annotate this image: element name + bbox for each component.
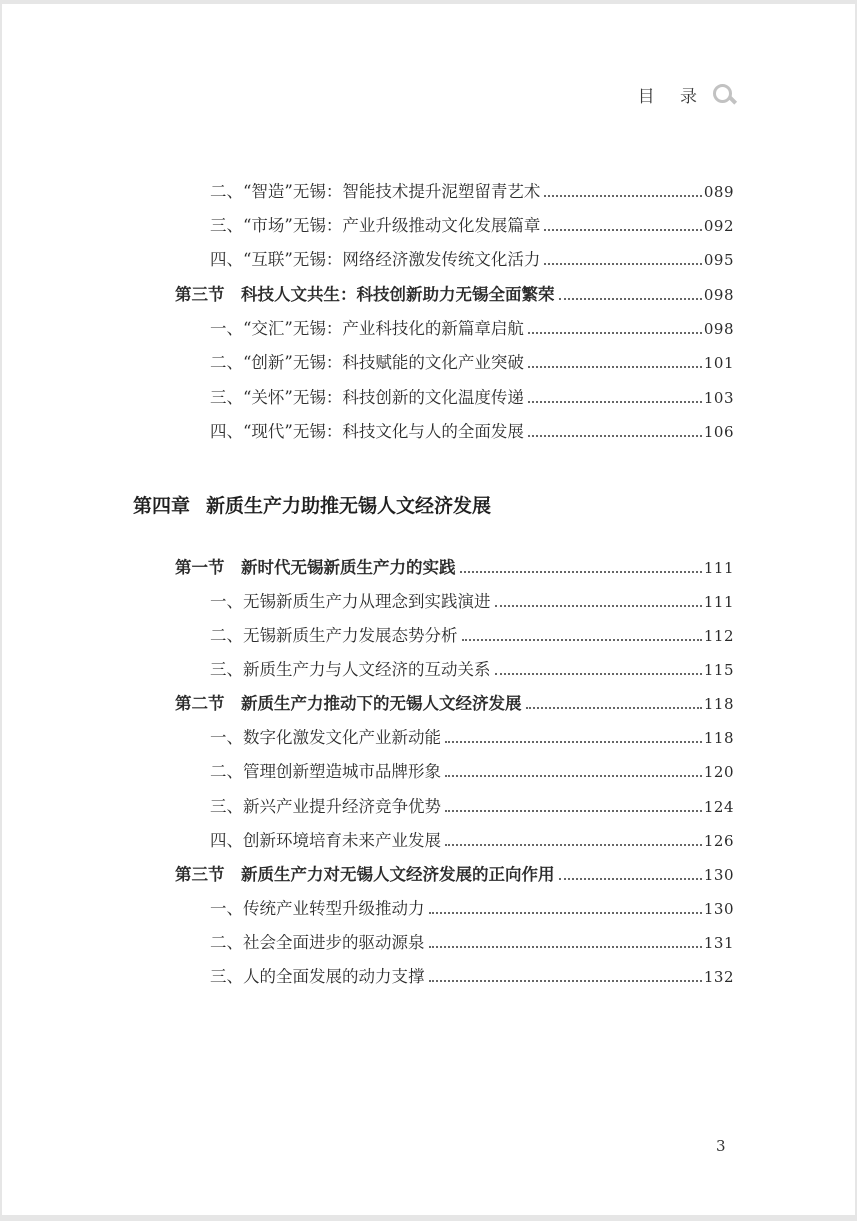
dot-leader xyxy=(462,639,702,641)
dot-leader xyxy=(429,980,702,982)
dot-leader xyxy=(460,571,702,573)
toc-entry-title: 二、社会全面进步的驱动源泉 xyxy=(210,933,425,952)
toc-entry-title: 三、“市场”无锡：产业升级推动文化发展篇章 xyxy=(210,216,541,235)
toc-entry-page: 132 xyxy=(703,968,734,986)
toc-entry-title: 三、人的全面发展的动力支撑 xyxy=(210,967,425,986)
toc-entry-page: 103 xyxy=(703,389,734,407)
toc-entry[interactable] xyxy=(210,830,734,852)
toc-entry[interactable] xyxy=(210,727,734,749)
toc-entry-page: 118 xyxy=(703,729,734,747)
toc-entry-page: 089 xyxy=(703,183,734,201)
dot-leader xyxy=(445,844,702,846)
toc-entry[interactable] xyxy=(210,761,734,783)
toc-entry-title: 二、无锡新质生产力发展态势分析 xyxy=(210,626,458,645)
dot-leader xyxy=(528,435,702,437)
toc-entry[interactable] xyxy=(210,898,734,920)
toc-entry-page: 120 xyxy=(703,763,734,781)
toc-entry[interactable] xyxy=(210,796,734,818)
running-header xyxy=(638,82,735,107)
toc-entry-page: 111 xyxy=(703,593,734,611)
toc-entry-title: 二、“创新”无锡：科技赋能的文化产业突破 xyxy=(210,353,524,372)
header-title: 目 录 xyxy=(637,87,707,107)
dot-leader xyxy=(528,366,702,368)
toc-entry[interactable] xyxy=(210,932,734,954)
toc-entry-page: 115 xyxy=(703,661,734,679)
toc-entry-page: 101 xyxy=(703,354,734,372)
toc-section-title: 第三节 新质生产力对无锡人文经济发展的正向作用 xyxy=(175,865,555,884)
dot-leader xyxy=(445,775,702,777)
toc-entry-page: 126 xyxy=(703,832,734,850)
toc-section-entry[interactable] xyxy=(175,284,734,306)
toc-entry-page: 118 xyxy=(703,695,734,713)
toc-entry[interactable] xyxy=(210,591,734,613)
toc-section-entry[interactable] xyxy=(175,557,734,579)
toc-entry-title: 一、无锡新质生产力从理念到实践演进 xyxy=(210,592,491,611)
toc-entry-title: 三、新兴产业提升经济竞争优势 xyxy=(210,797,441,816)
dot-leader xyxy=(429,912,702,914)
toc-entry-title: 四、“现代”无锡：科技文化与人的全面发展 xyxy=(210,422,524,441)
toc-entry-title: 一、传统产业转型升级推动力 xyxy=(210,899,425,918)
chapter-heading[interactable] xyxy=(133,491,491,518)
dot-leader xyxy=(528,401,702,403)
toc-entry-page: 131 xyxy=(703,934,734,952)
toc-entry-page: 106 xyxy=(703,423,734,441)
toc-entry[interactable] xyxy=(210,181,734,203)
toc-entry[interactable] xyxy=(210,421,734,443)
toc-entry-page: 124 xyxy=(703,798,734,816)
toc-entry-page: 098 xyxy=(703,286,734,304)
toc-entry[interactable] xyxy=(210,625,734,647)
toc-entry-title: 四、“互联”无锡：网络经济激发传统文化活力 xyxy=(210,250,541,269)
dot-leader xyxy=(445,741,702,743)
toc-entry-page: 130 xyxy=(703,900,734,918)
toc-entry[interactable] xyxy=(210,249,734,271)
toc-entry[interactable] xyxy=(210,387,734,409)
toc-entry-page: 130 xyxy=(703,866,734,884)
toc-section-entry[interactable] xyxy=(175,864,734,886)
toc-entry[interactable] xyxy=(210,318,734,340)
chapter-number: 第四章 xyxy=(133,495,191,517)
toc-entry-title: 四、创新环境培育未来产业发展 xyxy=(210,831,441,850)
page-number: 3 xyxy=(716,1137,726,1155)
dot-leader xyxy=(528,332,702,334)
toc-entry[interactable] xyxy=(210,966,734,988)
toc-section-title: 第三节 科技人文共生：科技创新助力无锡全面繁荣 xyxy=(175,285,555,304)
chapter-title: 新质生产力助推无锡人文经济发展 xyxy=(206,495,492,517)
dot-leader xyxy=(559,878,702,880)
toc-entry[interactable] xyxy=(210,215,734,237)
dot-leader xyxy=(544,229,701,231)
toc-section-title: 第二节 新质生产力推动下的无锡人文经济发展 xyxy=(175,694,522,713)
dot-leader xyxy=(559,298,702,300)
toc-entry-page: 092 xyxy=(703,217,734,235)
toc-entry-page: 111 xyxy=(703,559,734,577)
toc-entry-page: 098 xyxy=(703,320,734,338)
dot-leader xyxy=(526,707,702,709)
toc-entry[interactable] xyxy=(210,352,734,374)
toc-entry-title: 三、新质生产力与人文经济的互动关系 xyxy=(210,660,491,679)
toc-entry-title: 二、“智造”无锡：智能技术提升泥塑留青艺术 xyxy=(210,182,541,201)
toc-entry-title: 一、数字化激发文化产业新动能 xyxy=(210,728,441,747)
toc-section-title: 第一节 新时代无锡新质生产力的实践 xyxy=(175,558,456,577)
toc-entry-page: 112 xyxy=(703,627,734,645)
toc-entry-title: 三、“关怀”无锡：科技创新的文化温度传递 xyxy=(210,388,524,407)
toc-section-entry[interactable] xyxy=(175,693,734,715)
toc-entry-title: 一、“交汇”无锡：产业科技化的新篇章启航 xyxy=(210,319,524,338)
toc-entry-page: 095 xyxy=(703,251,734,269)
dot-leader xyxy=(544,195,701,197)
document-page xyxy=(2,4,855,1215)
dot-leader xyxy=(495,605,702,607)
dot-leader xyxy=(445,810,702,812)
search-icon xyxy=(713,84,735,106)
dot-leader xyxy=(495,673,702,675)
dot-leader xyxy=(544,263,701,265)
toc-entry[interactable] xyxy=(210,659,734,681)
toc-entry-title: 二、管理创新塑造城市品牌形象 xyxy=(210,762,441,781)
dot-leader xyxy=(429,946,702,948)
